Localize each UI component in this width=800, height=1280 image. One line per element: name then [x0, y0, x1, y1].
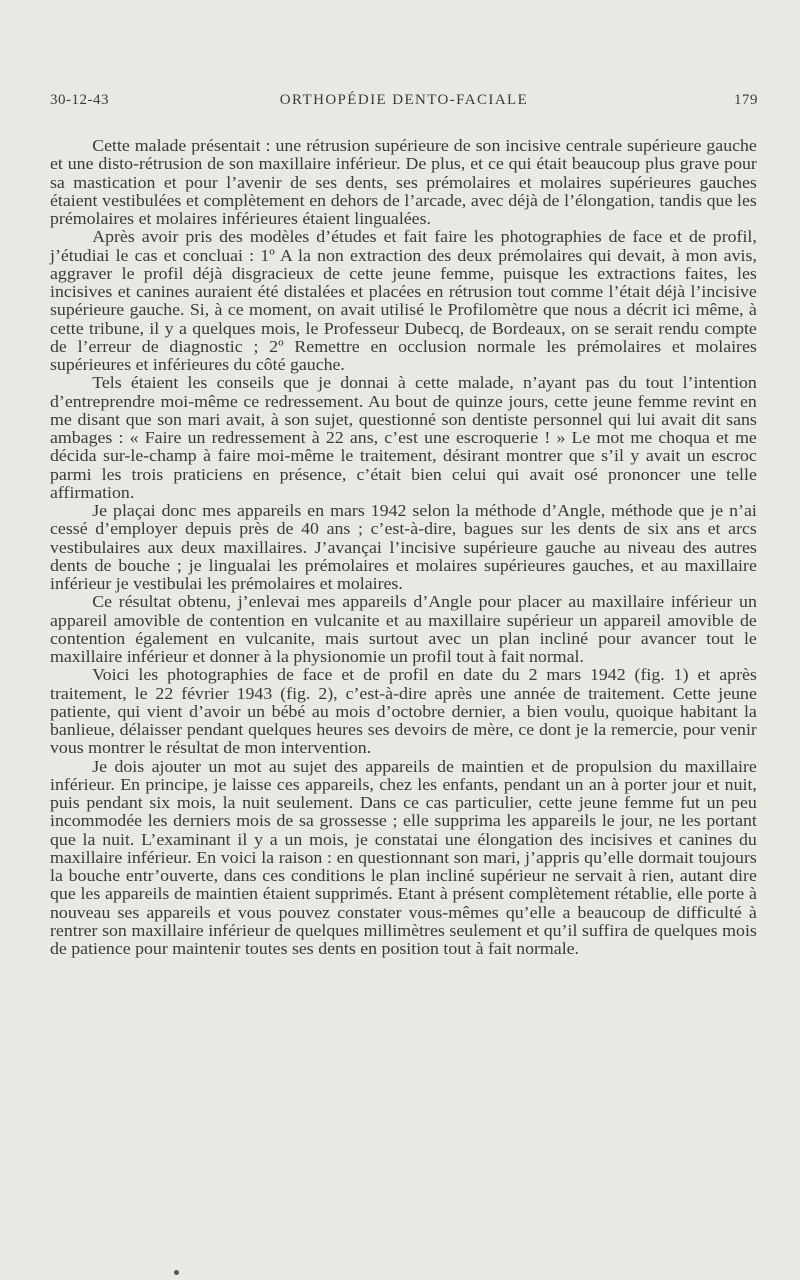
header-date: 30-12-43 — [50, 92, 109, 108]
page-number: 179 — [734, 92, 758, 108]
paragraph-5: Ce résultat obtenu, j’enlevai mes appareils d’Angle pour placer au maxillaire inférieur un appareil amovible de contention en vulcanite et au maxillaire supérieur un appareil amovible de contention également en vulcanite, mais surtout avec un plan incliné pour avancer tout le maxillaire inférieur et donner à la physionomie un profil tout à fait normal. — [50, 592, 757, 666]
paragraph-3: Tels étaient les conseils que je donnai à cette malade, n’ayant pas du tout l’intention d’entreprendre moi-même ce redressement. Au bout de quinze jours, cette jeune femme revint en me disant que son mari avait, à son sujet, questionné son dentiste personnel qui lui avait dit sans ambages : « Faire un redressement à 22 ans, c’est une escroquerie ! » Le mot me choqua et me décida sur-le-champ à faire moi-même le traitement, désirant montrer que s’il y avait un escroc parmi les trois praticiens en présence, c’était bien celui qui avait osé prononcer une telle affirmation. — [50, 373, 757, 502]
body-text — [50, 137, 757, 958]
running-header — [50, 92, 758, 112]
paragraph-4: Je plaçai donc mes appareils en mars 1942 selon la méthode d’Angle, méthode que je n’ai cessé d’employer depuis près de 40 ans ; c’est-à-dire, bagues sur les dents de six ans et arcs vestibulaires aux deux maxillaires. J’avançai l’incisive supérieure gauche au niveau des autres dents de bouche ; je lingualai les prémolaires et molaires supérieures gauches, et au maxillaire inférieur je vestibulai les prémolaires et molaires. — [50, 501, 757, 593]
paragraph-6: Voici les photographies de face et de profil en date du 2 mars 1942 (fig. 1) et après traitement, le 22 février 1943 (fig. 2), c’est-à-dire après une année de traitement. Cette jeune patiente, qui vient d’avoir un bébé au mois d’octobre dernier, a bien voulu, quoique habitant la banlieue, délaisser pendant quelques heures ses devoirs de mère, ce dont je la remercie, pour venir vous montrer le résultat de mon intervention. — [50, 665, 757, 758]
ink-dot — [174, 1270, 179, 1275]
header-title: ORTHOPÉDIE DENTO-FACIALE — [279, 92, 529, 108]
paragraph-7: Je dois ajouter un mot au sujet des appareils de maintien et de propulsion du maxillaire inférieur. En principe, je laisse ces appareils, chez les enfants, pendant un an à porter jour et nuit, puis pendant six mois, la nuit seulement. Dans ce cas particulier, cette jeune femme fut un peu incommodée les derniers mois de sa grossesse ; elle supprima les appareils le jour, ne les portant que la nuit. L’examinant il y a un mois, je constatai une élongation des incisives et canines du maxillaire inférieur. En voici la raison : en questionnant son mari, j’appris qu’elle dormait toujours la bouche entr’ouverte, dans ces conditions le plan incliné supérieur ne servait à rien, autant dire que les appareils de maintien étaient supprimés. Etant à présent complètement rétablie, elle porte à nouveau ses appareils et vous pouvez constater vous-mêmes qu’elle a beaucoup de difficulté à rentrer son maxillaire inférieur de quelques millimètres seulement et qu’il suffira de quelques mois de patience pour maintenir toutes ses dents en position tout à fait normale. — [50, 756, 757, 958]
paragraph-1: Cette malade présentait : une rétrusion supérieure de son incisive centrale supérieure gauche et une disto-rétrusion de son maxillaire inférieur. De plus, et ce qui était beaucoup plus grave pour sa mastication et pour l’avenir de ses dents, ses prémolaires et molaires supérieures gauches étaient vestibulées et complètement en dehors de l’arcade, avec déjà de l’élongation, tandis que les prémolaires et molaires inférieures étaient lingualées. — [50, 136, 757, 228]
paragraph-2: Après avoir pris des modèles d’études et fait faire les photographies de face et de profil, j’étudiai le cas et concluai : 1º A la non extraction des deux prémolaires qui devait, à mon avis, aggraver le profil déjà disgracieux de cette jeune femme, puisque les extractions faites, les incisives et canines auraient été distalées et placées en rétrusion tout comme l’était déjà l’incisive supérieure gauche. Si, à ce moment, on avait utilisé le Profilomètre que nous a décrit ici même, à cette tribune, il y a quelques mois, le Professeur Dubecq, de Bordeaux, on se serait rendu compte de l’erreur de diagnostic ; 2º Remettre en occlusion normale les prémolaires et molaires supérieures et inférieures du côté gauche. — [50, 227, 757, 374]
